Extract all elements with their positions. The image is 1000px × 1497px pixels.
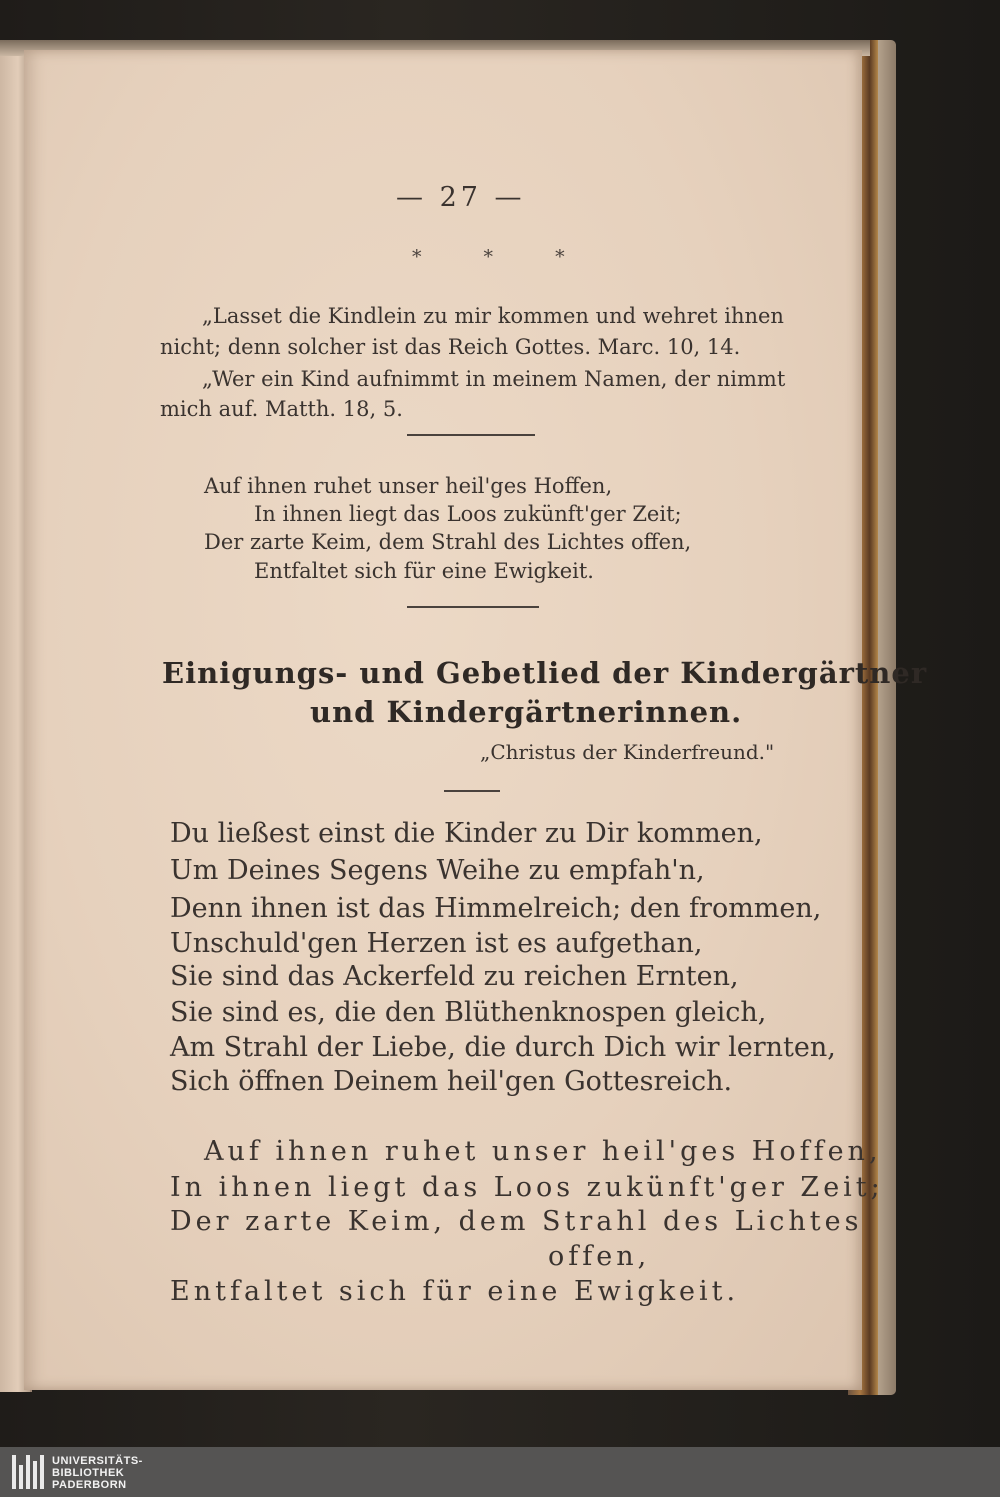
song-subtitle: „Christus der Kinderfreund." [480,740,775,764]
library-name-line: UNIVERSITÄTS- [52,1455,143,1467]
refrain-line: offen, [548,1241,651,1272]
hymn-line: Sie sind das Ackerfeld zu reichen Ernten, [170,961,739,992]
song-title: und Kindergärtnerinnen. [310,695,743,729]
quote-line: „Lasset die Kindlein zu mir kommen und wehret ihnen [202,304,784,328]
hymn-line: Unschuld'gen Herzen ist es aufgethan, [170,928,703,959]
library-footer-bar [0,1447,1000,1497]
refrain-line: In ihnen liegt das Loos zukünft'ger Zeit; [170,1172,884,1203]
divider-rule [444,790,500,792]
asterism-ornament: * * * [412,246,593,268]
page-number: — 27 — [396,182,526,213]
song-title: Einigungs- und Gebetlied der Kindergärtner [162,656,928,690]
verse-line: Auf ihnen ruhet unser heil'ges Hoffen, [204,474,613,498]
library-name-line: PADERBORN [52,1479,127,1491]
book-page [24,50,928,1390]
refrain-line: Der zarte Keim, dem Strahl des Lichtes [170,1206,863,1237]
quote-line: „Wer ein Kind aufnimmt in meinem Namen, der nimmt [202,367,786,391]
library-name-line: BIBLIOTHEK [52,1467,125,1479]
hymn-line: Am Strahl der Liebe, die durch Dich wir lernten, [170,1032,836,1063]
library-logo-icon [12,1455,46,1489]
hymn-line: Sie sind es, die den Blüthenknospen gleich, [170,997,767,1028]
verse-line: Entfaltet sich für eine Ewigkeit. [254,559,594,583]
refrain-line: Entfaltet sich für eine Ewigkeit. [170,1276,740,1307]
hymn-line: Sich öffnen Deinem heil'gen Gottesreich. [170,1066,733,1097]
divider-rule [407,434,535,436]
hymn-line: Du ließest einst die Kinder zu Dir kommen, [170,818,763,849]
quote-line: nicht; denn solcher ist das Reich Gottes. Marc. 10, 14. [160,335,741,359]
divider-rule [407,606,539,608]
hymn-line: Um Deines Segens Weihe zu empfah'n, [170,855,705,886]
refrain-line: Auf ihnen ruhet unser heil'ges Hoffen, [204,1136,882,1167]
verse-line: In ihnen liegt das Loos zukünft'ger Zeit; [254,502,682,526]
verse-line: Der zarte Keim, dem Strahl des Lichtes offen, [204,530,692,554]
hymn-line: Denn ihnen ist das Himmelreich; den frommen, [170,893,822,924]
quote-line: mich auf. Matth. 18, 5. [160,397,403,421]
